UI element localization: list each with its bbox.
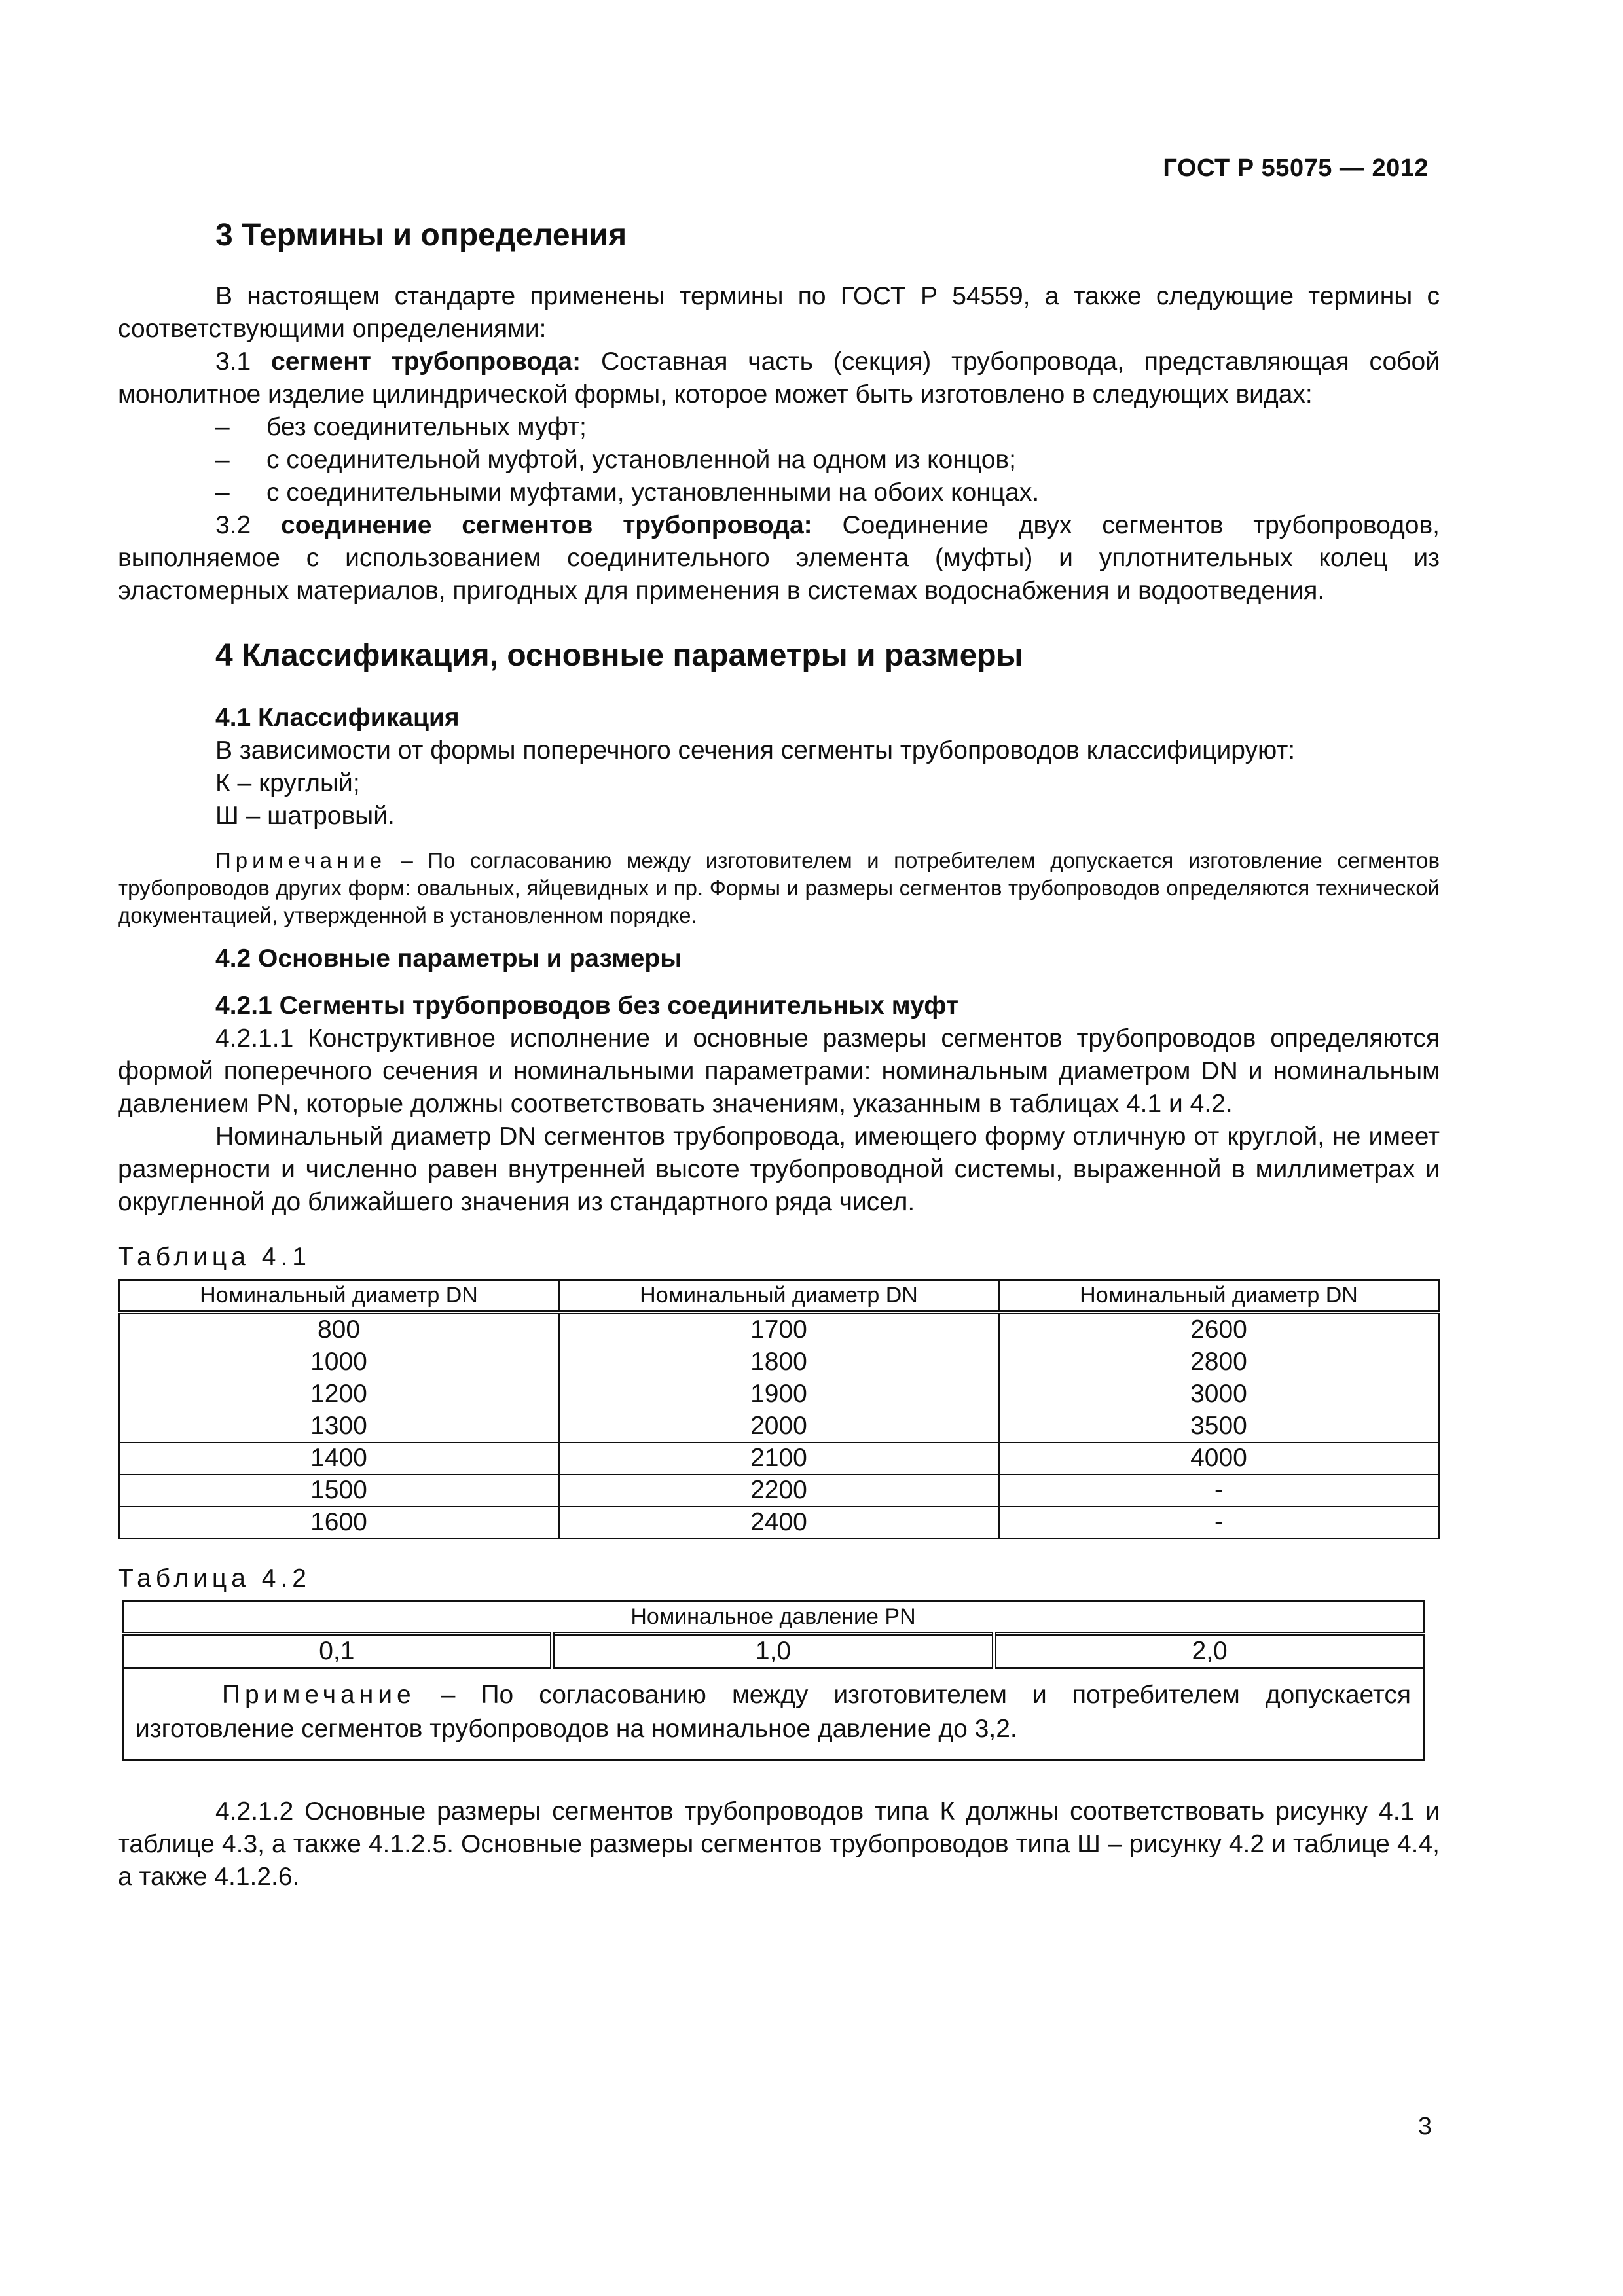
table-cell: 2,0 <box>994 1634 1424 1668</box>
table-row <box>123 1634 1424 1668</box>
table-row <box>119 1346 1439 1378</box>
table-cell: 2600 <box>999 1312 1439 1346</box>
term-3-1 <box>118 346 1440 411</box>
list-item: – без соединительных муфт; <box>215 413 587 441</box>
table-cell: 1800 <box>559 1346 999 1378</box>
table-cell: - <box>999 1507 1439 1539</box>
paragraph-4-2-1-2: 4.2.1.2 Основные размеры сегментов трубопроводов типа К должны соответствовать рисунку 4.1 и таблице 4.3, а также 4.1.2.5. Основные размеры сегментов трубопроводов типа Ш – рисунку 4.2 и таблице 4.4, а также 4.1.2.6. <box>118 1797 1440 1891</box>
note-4-1 <box>118 847 1440 929</box>
table-4-2 <box>122 1600 1425 1761</box>
term-3-2 <box>118 509 1440 607</box>
table-4-2-caption: Таблица 4.2 <box>118 1564 311 1592</box>
table-cell: 3500 <box>999 1410 1439 1443</box>
note-text: – По согласованию между изготовителем и потребителем допускается изготовление сегментов трубопроводов на номинальное давление до 3,2. <box>136 1681 1411 1743</box>
table-cell: 1,0 <box>552 1634 994 1668</box>
section-3-intro: В настоящем стандарте применены термины по ГОСТ Р 54559, а также следующие термины с соответствующими определениями: <box>118 282 1440 343</box>
page-content <box>118 216 1440 1893</box>
column-header: Номинальное давление PN <box>123 1602 1424 1634</box>
table-cell: 1400 <box>119 1443 559 1475</box>
table-row <box>119 1378 1439 1410</box>
column-header: Номинальный диаметр DN <box>559 1280 999 1313</box>
table-cell: 1700 <box>559 1312 999 1346</box>
table-cell: 800 <box>119 1312 559 1346</box>
table-row <box>119 1475 1439 1507</box>
table-cell: 1300 <box>119 1410 559 1443</box>
table-4-1-caption: Таблица 4.1 <box>118 1243 311 1271</box>
term-number: 3.1 <box>215 348 251 376</box>
table-cell: 1600 <box>119 1507 559 1539</box>
table-cell: 2800 <box>999 1346 1439 1378</box>
table-cell: 1500 <box>119 1475 559 1507</box>
term-definition: Составная часть (секция) трубопровода, представляющая собой монолитное изделие цилиндрической формы, которое может быть изготовлено в следующих видах: <box>118 348 1440 408</box>
note-label: Примечание <box>222 1681 416 1709</box>
table-cell: 3000 <box>999 1378 1439 1410</box>
document-code: ГОСТ Р 55075 — 2012 <box>1163 154 1429 182</box>
table-row <box>119 1443 1439 1475</box>
table-4-1 <box>118 1279 1440 1539</box>
term-number: 3.2 <box>215 511 251 539</box>
table-cell: 2200 <box>559 1475 999 1507</box>
subsection-4-1-title: 4.1 Классификация <box>215 704 460 732</box>
table-cell: 2000 <box>559 1410 999 1443</box>
table-cell: - <box>999 1475 1439 1507</box>
section-4-title: 4 Классификация, основные параметры и размеры <box>215 638 1023 673</box>
table-cell: 1000 <box>119 1346 559 1378</box>
column-header: Номинальный диаметр DN <box>999 1280 1439 1313</box>
list-item: – с соединительной муфтой, установленной на одном из концов; <box>215 446 1016 474</box>
note-text: – По согласованию между изготовителем и потребителем допускается изготовление сегментов трубопроводов других форм: овальных, яйцевидных и пр. Формы и размеры сегментов трубопроводов определяются технической документацией, утвержденной в установленном порядке. <box>118 848 1440 927</box>
section-3-title: 3 Термины и определения <box>215 218 627 253</box>
table-row <box>119 1312 1439 1346</box>
term-name: сегмент трубопровода: <box>271 348 581 376</box>
table-row <box>119 1410 1439 1443</box>
table-cell: 1200 <box>119 1378 559 1410</box>
column-header: Номинальный диаметр DN <box>119 1280 559 1313</box>
paragraph-4-2-1-1: 4.2.1.1 Конструктивное исполнение и основные размеры сегментов трубопроводов определяются формой поперечного сечения и номинальными параметрами: номинальным диаметром DN и номинальным давлением PN, которые должны соответствовать значениям, указанным в таблицах 4.1 и 4.2. <box>118 1024 1440 1118</box>
classification-text: В зависимости от формы поперечного сечения сегменты трубопроводов классифицируют: <box>215 736 1296 764</box>
table-header-row <box>119 1280 1439 1313</box>
paragraph-dn: Номинальный диаметр DN сегментов трубопровода, имеющего форму отличную от круглой, не имеет размерности и численно равен внутренней высоте трубопроводной системы, выраженной в миллиметрах и округленной до ближайшего значения из стандартного ряда чисел. <box>118 1122 1440 1216</box>
classification-item: Ш – шатровый. <box>215 802 395 830</box>
subsection-4-2-1-title: 4.2.1 Сегменты трубопроводов без соединительных муфт <box>215 992 958 1020</box>
table-cell: 0,1 <box>123 1634 553 1668</box>
subsection-4-2-title: 4.2 Основные параметры и размеры <box>215 944 682 973</box>
term-name: соединение сегментов трубопровода: <box>281 511 812 539</box>
note-label: Примечание <box>215 848 387 872</box>
table-row <box>119 1507 1439 1539</box>
table-note <box>123 1668 1424 1761</box>
table-cell: 1900 <box>559 1378 999 1410</box>
table-cell: 4000 <box>999 1443 1439 1475</box>
classification-item: К – круглый; <box>215 769 360 797</box>
table-cell: 2400 <box>559 1507 999 1539</box>
term-definition: Соединение двух сегментов трубопроводов, выполняемое с использованием соединительного элемента (муфты) и уплотнительных колец из эластомерных материалов, пригодных для применения в системах водоснабжения и водоотведения. <box>118 511 1440 605</box>
table-cell: 2100 <box>559 1443 999 1475</box>
page-number: 3 <box>1417 2113 1432 2140</box>
list-item: – с соединительными муфтами, установленными на обоих концах. <box>215 478 1040 507</box>
